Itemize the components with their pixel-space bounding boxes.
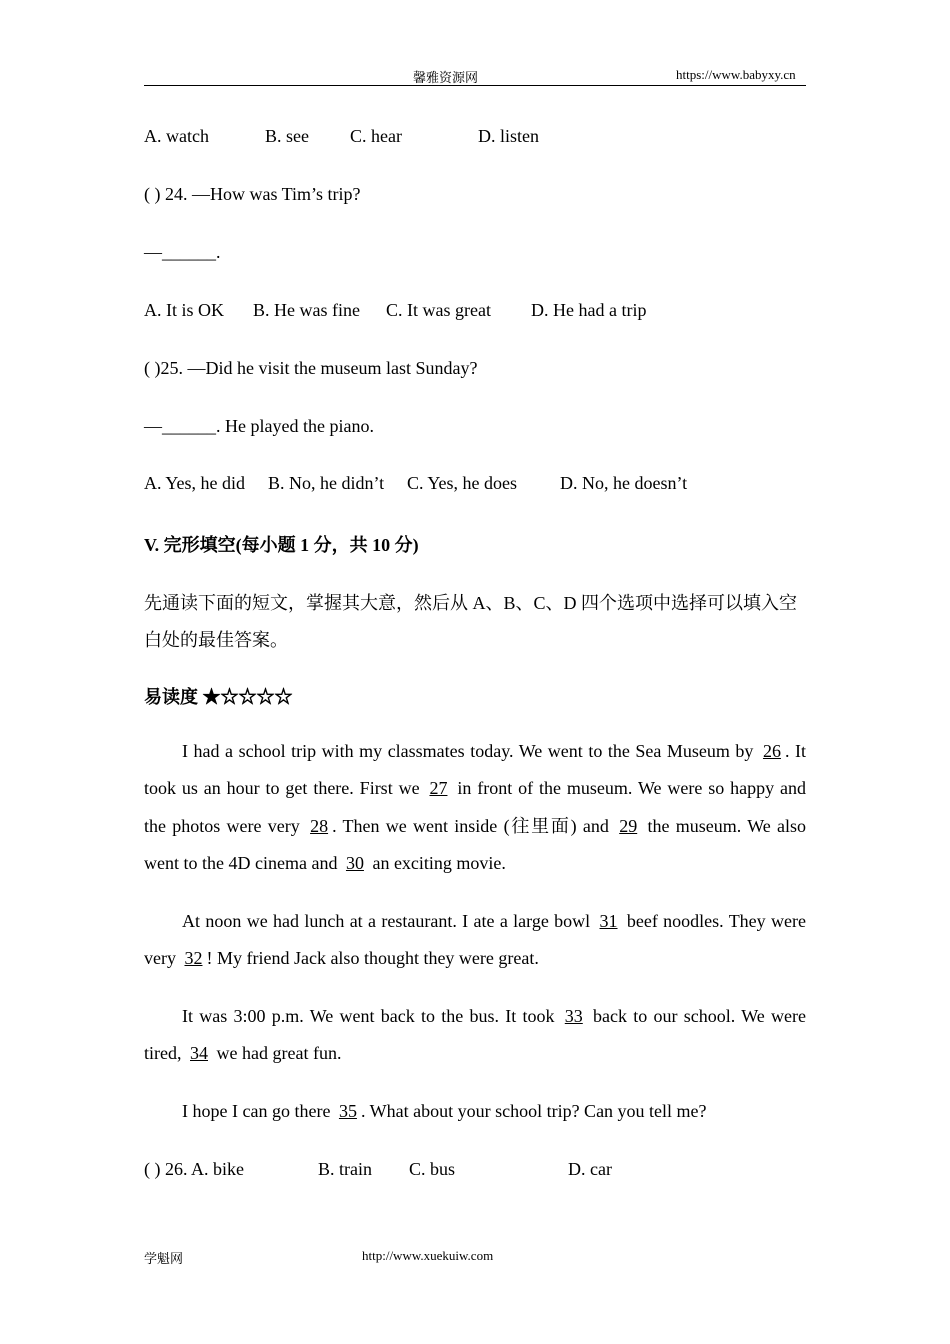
passage-paragraph-2	[144, 903, 806, 978]
passage-text: in front of the museum. We were so happy and the photos were very	[144, 778, 806, 836]
passage-paragraph-3	[144, 998, 806, 1073]
passage-text: It was 3:00 p.m. We went back to the bus. It took	[182, 1006, 561, 1026]
section-instruction-line-1: 先通读下面的短文，掌握其大意，然后从 A、B、C、D 四个选项中选择可以填入空	[144, 593, 798, 613]
header-site-name: 馨雅资源网	[413, 70, 479, 85]
q26-option-c: C. bus	[409, 1159, 456, 1179]
blank-29: 29	[619, 815, 638, 836]
section-instruction-line-2: 白处的最佳答案。	[144, 630, 288, 650]
passage-text: . What about your school trip? Can you tell me?	[360, 1101, 707, 1121]
q24-option-d: D. He had a trip	[531, 300, 647, 320]
q25-option-b: B. No, he didn’t	[268, 473, 385, 493]
blank-27: 27	[429, 778, 448, 799]
section-title: V. 完形填空(每小题 1 分，共 10 分)	[144, 535, 419, 555]
header-url[interactable]: https://www.babyxy.cn	[676, 67, 796, 82]
blank-34: 34	[190, 1043, 208, 1064]
footer-site-name: 学魁网	[144, 1251, 184, 1266]
q26-option-d: D. car	[568, 1159, 612, 1179]
blank-35: 35	[338, 1101, 357, 1121]
passage-text: I hope I can go there	[182, 1101, 335, 1121]
q24-option-b: B. He was fine	[253, 300, 360, 320]
passage-text: the museum. We also went to the 4D cinema and	[144, 815, 806, 873]
q26-option-b: B. train	[318, 1159, 372, 1179]
q26-stem: ( ) 26. A. bike	[144, 1159, 244, 1179]
q24-stem: ( ) 24. —How was Tim’s trip?	[144, 184, 361, 204]
passage-paragraph-4	[144, 1093, 806, 1130]
header-rule	[144, 85, 806, 86]
blank-33: 33	[564, 1006, 583, 1026]
blank-31: 31	[599, 911, 618, 931]
blank-30: 30	[345, 852, 364, 873]
q24-answer-line: —______.	[144, 242, 221, 262]
footer-url[interactable]: http://www.xuekuiw.com	[362, 1248, 494, 1263]
passage-text: back to our school. We were tired,	[144, 1006, 806, 1064]
q23-option-d: D. listen	[478, 126, 539, 146]
blank-26: 26	[762, 741, 781, 761]
q24-option-c: C. It was great	[386, 300, 491, 320]
passage-text: . It took us an hour to get there. First we	[144, 741, 806, 799]
q25-answer-line: —______. He played the piano.	[144, 416, 374, 436]
difficulty-label: 易读度 ★☆☆☆☆	[144, 687, 293, 707]
passage-text: ! My friend Jack also thought they were great.	[206, 948, 539, 969]
q23-option-a: A. watch	[144, 126, 209, 146]
passage-paragraph-1	[144, 733, 806, 882]
passage-text: At noon we had lunch at a restaurant. I ate a large bowl	[182, 911, 596, 931]
passage-text: we had great fun.	[212, 1043, 342, 1064]
q24-option-a: A. It is OK	[144, 300, 224, 320]
q25-stem: ( )25. —Did he visit the museum last Sunday?	[144, 358, 478, 378]
q25-option-a: A. Yes, he did	[144, 473, 246, 493]
passage-text: . Then we went inside (往里面) and	[332, 815, 616, 836]
q23-option-b: B. see	[265, 126, 309, 146]
blank-32: 32	[184, 948, 203, 969]
passage-text: I had a school trip with my classmates today. We went to the Sea Museum by	[182, 741, 759, 761]
passage-text: beef noodles. They were very	[144, 911, 806, 969]
blank-28: 28	[310, 815, 329, 836]
q25-option-c: C. Yes, he does	[407, 473, 518, 493]
q23-option-c: C. hear	[350, 126, 402, 146]
q25-option-d: D. No, he doesn’t	[560, 473, 688, 493]
passage-text: an exciting movie.	[367, 852, 506, 873]
